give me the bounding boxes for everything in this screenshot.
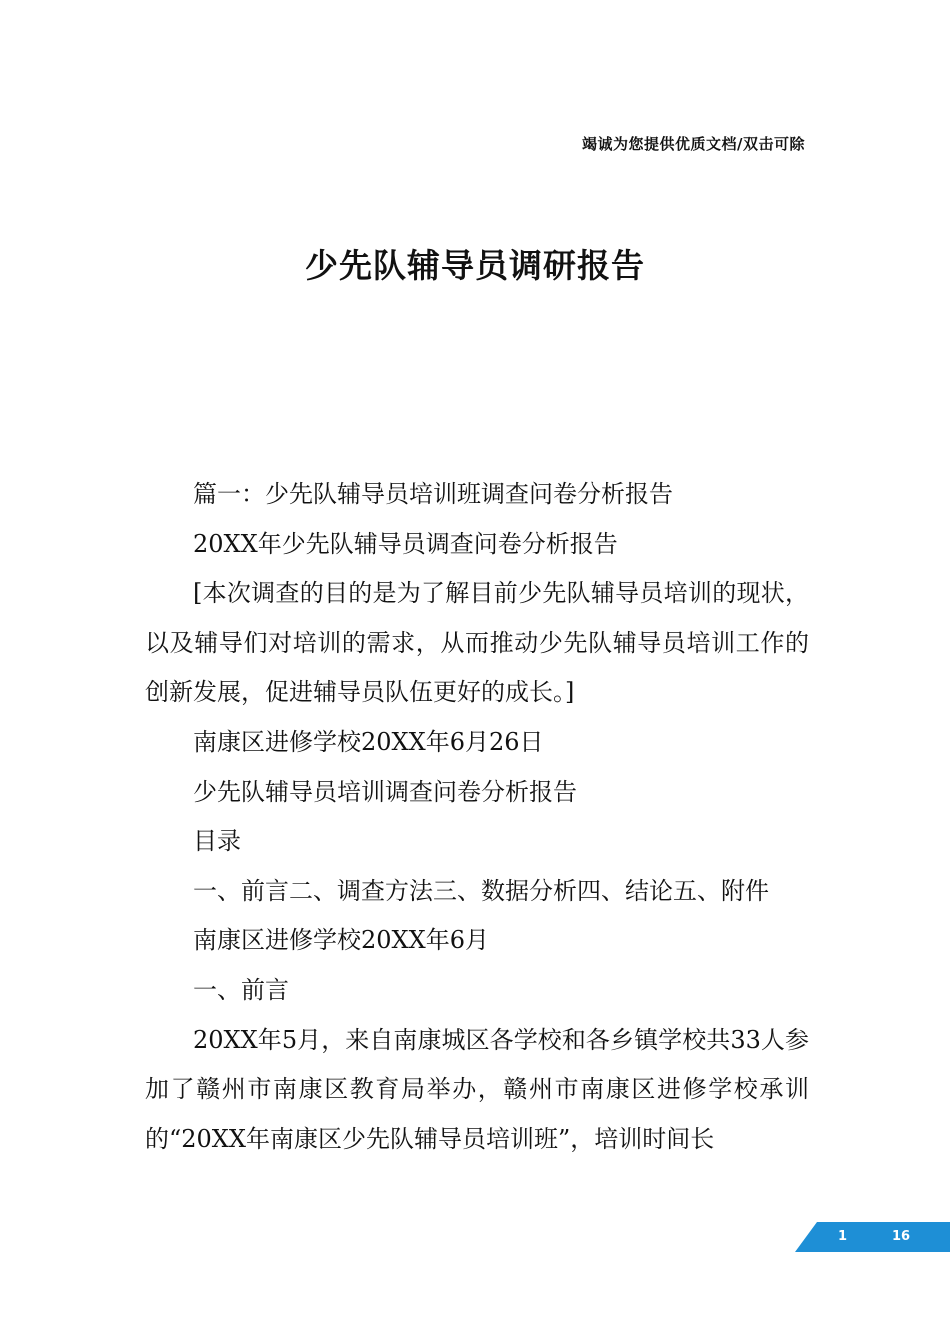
document-title: 少先队辅导员调研报告 — [305, 246, 645, 285]
paragraph: 南康区进修学校20XX年6月 — [193, 926, 489, 955]
page-number-bar — [795, 1222, 950, 1252]
paragraph: 少先队辅导员培训调查问卷分析报告 — [193, 777, 577, 806]
page-current-number: 1 — [838, 1229, 848, 1244]
paragraph: [本次调查的目的是为了解目前少先队辅导员培训的现状，以及辅导们对培训的需求，从而推动少先队辅导员培训工作的创新发展，促进辅导员队伍更好的成长。] — [145, 579, 809, 707]
paragraph: 一、前言 — [193, 975, 289, 1004]
paragraph: 一、前言二、调查方法三、数据分析四、结论五、附件 — [193, 876, 769, 905]
header-note: 竭诚为您提供优质文档/双击可除 — [582, 135, 805, 153]
paragraph: 篇一：少先队辅导员培训班调查问卷分析报告 — [193, 480, 673, 508]
paragraph: 20XX年少先队辅导员调查问卷分析报告 — [193, 529, 618, 558]
paragraph: 南康区进修学校20XX年6月26日 — [193, 727, 544, 756]
document-body — [145, 470, 809, 1164]
paragraph: 20XX年5月，来自南康城区各学校和各乡镇学校共33人参加了赣州市南康区教育局举办，赣州市南康区进修学校承训的“20XX年南康区少先队辅导员培训班”，培训时间长 — [145, 1025, 809, 1153]
paragraph: 目录 — [193, 827, 241, 856]
page-total-number: 16 — [892, 1229, 911, 1244]
